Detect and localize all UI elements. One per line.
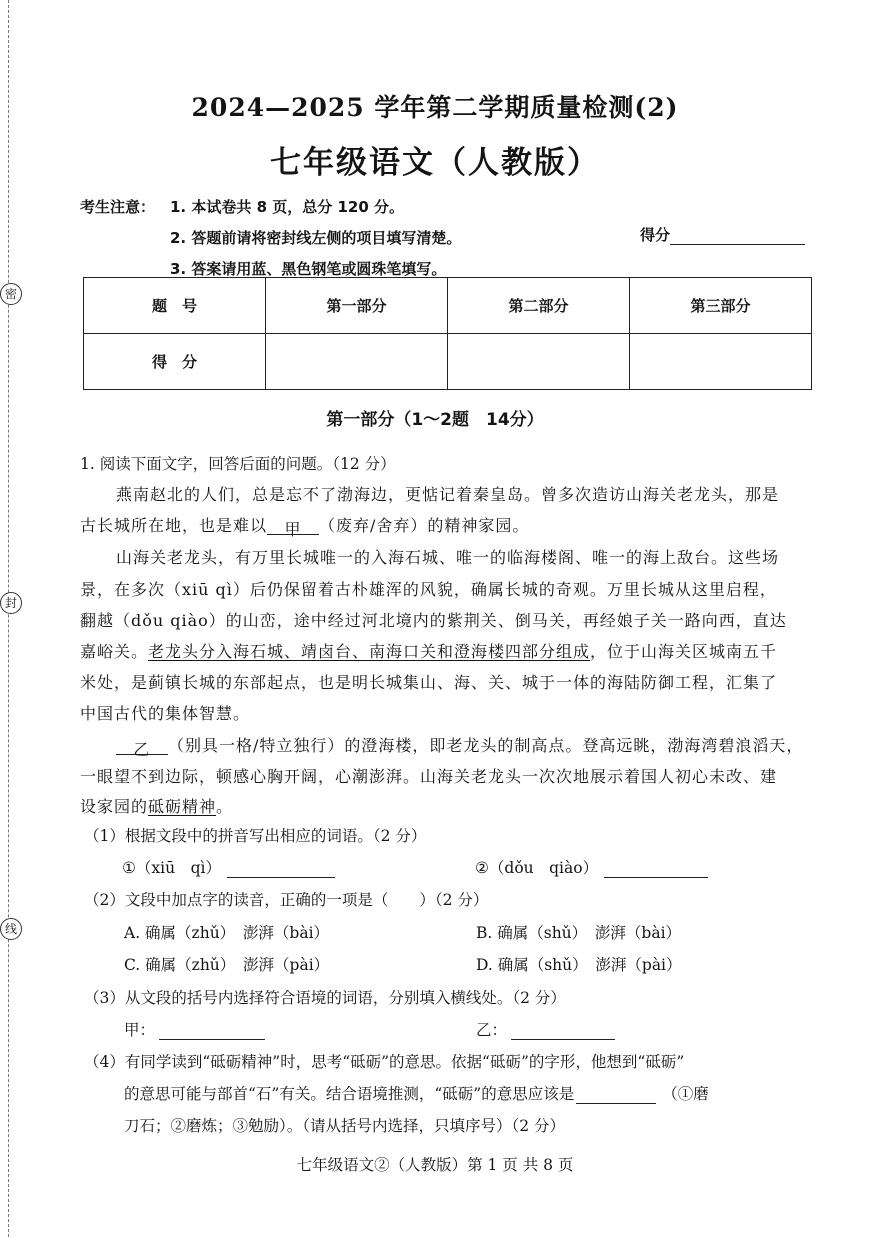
blank-yi: 乙 [116,740,168,755]
score-field [640,224,805,245]
sub4-line-2 [124,1085,709,1104]
table-score-part3[interactable] [630,334,812,390]
answer-blank-yi[interactable] [511,1025,615,1040]
option-a[interactable]: A. 确属（zhǔ） 澎湃（bài） [124,924,330,942]
pinyin-a: ①（xiū qì） [122,859,221,877]
yi-label: 乙： [476,1021,508,1039]
passage-line-5: 翻越（dǒu qiào）的山峦，途中经过河北境内的紫荆关、倒马关，再经娘子关一路向西，直达 [80,611,787,630]
passage-line-7: 米处，是蓟镇长城的东部起点，也是明长城集山、海、关、城于一体的海陆防御工程，汇集了 [80,673,778,692]
passage-text: 古长城所在地，也是难以 [80,516,268,535]
sub4-text: （①磨 [662,1085,709,1103]
pinyin-b: ②（dǒu qiào） [475,859,599,877]
section-heading: 第一部分（1～2题 14分） [326,410,544,430]
table-header-part3: 第三部分 [630,278,812,334]
score-table [83,277,812,390]
score-label: 得分 [640,226,671,244]
sub1-item-a [122,859,335,878]
passage-text: （废弃/舍弃）的精神家园。 [319,516,530,535]
jia-label: 甲： [124,1021,156,1039]
passage-line-1: 燕南赵北的人们，总是忘不了渤海边，更惦记着秦皇岛。曾多次造访山海关老龙头，那是 [116,485,780,504]
passage-line-9 [116,736,804,760]
sub4-line-3: 刀石；②磨炼；③勉励）。（请从括号内选择，只填序号）（2 分） [124,1117,566,1135]
notes-label: 考生注意： [80,198,156,216]
sub4-text: 的意思可能与部首“石”有关。结合语境推测，“砥砺”的意思应该是 [124,1085,575,1103]
table-header-part2: 第二部分 [448,278,630,334]
question-1-stem: 1. 阅读下面文字，回答后面的问题。（12 分） [80,455,396,473]
page-footer: 七年级语文②（人教版）第 1 页 共 8 页 [296,1156,574,1174]
sub2-stem: （2）文段中加点字的读音，正确的一项是（ ）（2 分） [84,891,489,909]
table-header-number: 题 号 [84,278,266,334]
note-item-3: 3. 答案请用蓝、黑色钢笔或圆珠笔填写。 [170,260,447,278]
blank-jia: 甲 [267,520,319,535]
sub3-stem: （3）从文段的括号内选择符合语境的词语，分别填入横线处。（2 分） [84,989,566,1007]
binding-dashed-line [8,0,9,1237]
passage-line-8: 中国古代的集体智慧。 [80,704,251,723]
passage-line-11 [80,797,233,816]
passage-text: ，位于山海关区城南五千 [590,642,778,661]
underlined-sentence: 老龙头分入海石城、靖卤台、南海口关和澄海楼四部分组成 [148,642,591,661]
passage-line-10: 一眼望不到边际，顿感心胸开阔，心潮澎湃。山海关老龙头一次次地展示着国人初心未改、建 [80,767,778,786]
note-item-2: 2. 答题前请将密封线左侧的项目填写清楚。 [170,229,462,247]
passage-line-6 [80,642,777,661]
passage-line-3: 山海关老龙头，有万里长城唯一的入海石城、唯一的临海楼阁、唯一的海上敌台。这些场 [116,548,780,567]
passage-text: 嘉峪关。 [80,642,149,661]
passage-line-4: 景，在多次（xiū qì）后仍保留着古朴雄浑的风貌，确属长城的奇观。万里长城从这里启程， [80,580,777,599]
table-score-label: 得 分 [84,334,266,390]
option-c[interactable]: C. 确属（zhǔ） 澎湃（pài） [124,956,330,974]
table-score-part2[interactable] [448,334,630,390]
table-header-part1: 第一部分 [266,278,448,334]
underlined-term: 砥砺精神 [148,797,217,816]
answer-blank-a[interactable] [227,863,335,878]
passage-text: （别具一格/特立独行）的澄海楼，即老龙头的制高点。登高远眺，渤海湾碧浪滔天， [168,736,804,755]
passage-text: 设家园的 [80,797,149,816]
sub3-jia [124,1021,265,1040]
note-item-1: 1. 本试卷共 8 页，总分 120 分。 [170,198,404,216]
answer-blank-meaning[interactable] [576,1089,656,1104]
passage-text: 。 [216,797,234,816]
answer-blank-jia[interactable] [159,1025,265,1040]
sub3-yi [476,1021,615,1040]
answer-blank-b[interactable] [604,863,708,878]
binding-mark-line: 线 [0,918,22,940]
binding-mark-seal: 密 [0,283,22,305]
exam-title: 2024—2025 学年第二学期质量检测(2) [191,93,679,122]
sub1-item-b [475,859,708,878]
passage-line-2 [80,516,530,540]
exam-subtitle: 七年级语文（人教版） [270,145,600,181]
binding-mark-seal-2: 封 [0,592,22,614]
sub4-line-1: （4）有同学读到“砥砺精神”时，思考“砥砺”的意思。依据“砥砺”的字形，他想到“砥砺” [84,1053,685,1071]
score-blank[interactable] [670,228,805,245]
table-score-part1[interactable] [266,334,448,390]
option-b[interactable]: B. 确属（shǔ） 澎湃（bài） [476,924,682,942]
option-d[interactable]: D. 确属（shǔ） 澎湃（pài） [476,956,682,974]
sub1-stem: （1）根据文段中的拼音写出相应的词语。（2 分） [84,827,427,845]
